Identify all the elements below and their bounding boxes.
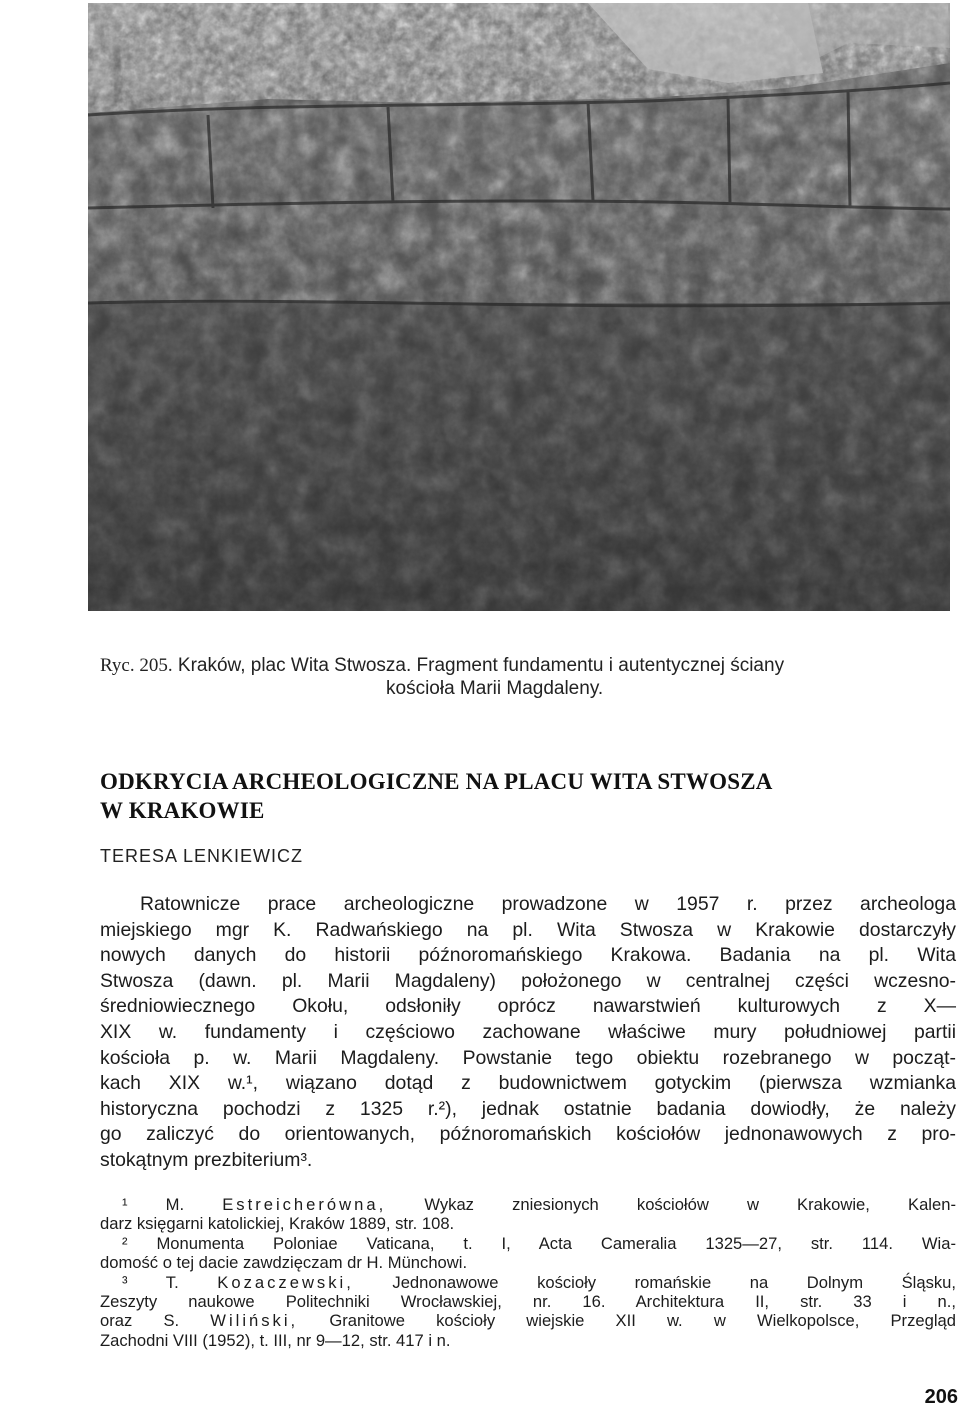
footnote-surname: Kozaczewski, [217, 1272, 354, 1292]
photo-image [88, 3, 950, 611]
footnote-text: Granitowe kościoły wiejskie XII w. w Wielkopolsce, Przegląd [329, 1311, 956, 1331]
body-line: stokątnym prezbiterium³. [100, 1148, 313, 1171]
footnote-mark: ³ [122, 1272, 128, 1292]
caption-line-2: kościoła Marii Magdaleny. [386, 678, 604, 699]
caption-line-1: Kraków, plac Wita Stwosza. Fragment fundamentu i autentycznej ściany [177, 655, 785, 676]
footnote-2-line-1 [100, 1234, 956, 1253]
body-line: średniowiecznego Okołu, odsłoniły oprócz nawarstwień kulturowych z X— [100, 995, 956, 1018]
article-author: TERESA LENKIEWICZ [100, 846, 304, 866]
title-line-2: W KRAKOWIE [100, 798, 265, 823]
footnote-3-line-1 [100, 1273, 956, 1292]
figure-caption [100, 654, 960, 700]
body-line: XIX w. fundamenty i częściowo zachowane właściwe mury południowej partii [100, 1020, 956, 1043]
article-title [100, 767, 920, 825]
footnote-2-line-2: domość o tej dacie zawdzięczam dr H. Münchowi. [100, 1253, 468, 1273]
footnote-text: Monumenta Poloniae Vaticana, t. I, Acta Cameralia 1325—27, str. 114. Wia- [156, 1233, 956, 1253]
footnote-3-line-3 [100, 1311, 956, 1330]
title-line-1: ODKRYCIA ARCHEOLOGICZNE NA PLACU WITA STWOSZA [100, 769, 773, 794]
footnote-surname: Wiliński, [210, 1311, 299, 1331]
caption-figure-number: Ryc. 205. [100, 655, 173, 676]
body-line: Stwosza (dawn. pl. Marii Magdaleny) położonego w centralnej części wczesno- [100, 969, 956, 992]
footnotes [100, 1195, 956, 1350]
article-body-paragraph [100, 892, 956, 1174]
body-line: kach XIX w.¹, wiązano dotąd z budownictwem gotyckim (pierwsza wzmianka [100, 1072, 956, 1095]
body-line: kościoła p. w. Marii Magdaleny. Powstanie tego obiektu rozebranego w począt- [100, 1046, 956, 1069]
body-line: Ratownicze prace archeologiczne prowadzone w 1957 r. przez archeologa [140, 893, 956, 915]
footnote-3-line-2: Zeszyty naukowe Politechniki Wrocławskiej, nr. 16. Architektura II, str. 33 i n., [100, 1292, 956, 1312]
body-line: historyczna pochodzi z 1325 r.²), jednak ostatnie badania dowiodły, że należy [100, 1097, 956, 1120]
footnote-mark: ² [122, 1233, 128, 1253]
footnote-1-line-1 [100, 1195, 956, 1214]
footnote-1-line-2: darz księgarni katolickiej, Kraków 1889, str. 108. [100, 1214, 455, 1234]
footnote-text: oraz S. [100, 1311, 180, 1331]
footnote-3-line-4: Zachodni VIII (1952), t. III, nr 9—12, str. 417 i n. [100, 1330, 451, 1350]
footnote-text: Wykaz zniesionych kościołów w Krakowie, Kalen- [424, 1195, 956, 1214]
footnote-initial: M. [165, 1195, 185, 1214]
page-number: 206 [924, 1386, 958, 1408]
footnote-initial: T. [165, 1272, 179, 1292]
body-line: miejskiego mgr K. Radwańskiego na pl. Wita Stwosza w Krakowie dostarczyły [100, 918, 956, 941]
photograph-foundation-wall [88, 3, 950, 611]
footnote-text: Jednonawowe kościoły romańskie na Dolnym Śląsku, [392, 1272, 956, 1292]
footnote-mark: ¹ [122, 1195, 128, 1214]
body-line: nowych danych do historii późnoromańskiego Krakowa. Badania na pl. Wita [100, 944, 956, 967]
footnote-surname: Estreicherówna, [222, 1195, 387, 1214]
body-line: go zaliczyć do orientowanych, późnoromańskich kościołów jednonawowych z pro- [100, 1123, 956, 1146]
